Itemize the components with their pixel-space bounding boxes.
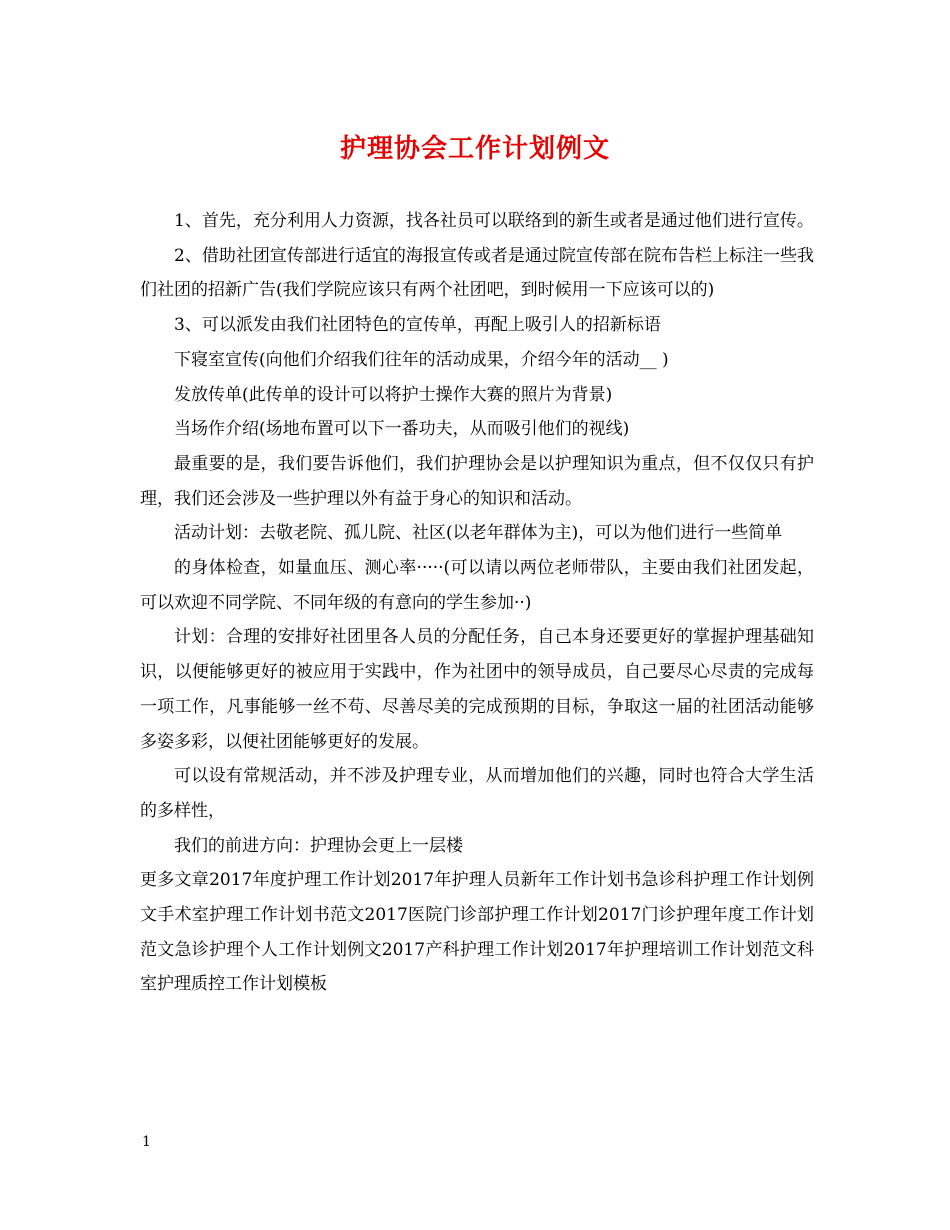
paragraph: 可以设有常规活动，并不涉及护理专业，从而增加他们的兴趣，同时也符合大学生活的多样性，	[140, 766, 814, 821]
paragraph: 我们的前进方向：护理协会更上一层楼	[174, 835, 463, 856]
paragraph: 的身体检查，如量血压、测心率·····(可以请以两位老师带队，主要由我们社团发起，可以欢迎不同学院、不同年级的有意向的学生参加··)	[140, 558, 814, 613]
paragraph: 计划：合理的安排好社团里各人员的分配任务，自己本身还要更好的掌握护理基础知识，以便能够更好的被应用于实践中，作为社团中的领导成员，自己要尽心尽责的完成每一项工作，凡事能够一丝不苟、尽善尽美的完成预期的目标，争取这一届的社团活动能够多姿多彩，以便社团能够更好的发展。	[140, 627, 814, 752]
paragraph: 发放传单(此传单的设计可以将护士操作大赛的照片为背景)	[174, 384, 613, 405]
document-body	[140, 204, 814, 1002]
paragraph: 3、可以派发由我们社团特色的宣传单，再配上吸引人的招新标语	[174, 315, 661, 336]
paragraph: 最重要的是，我们要告诉他们，我们护理协会是以护理知识为重点，但不仅仅只有护理，我们还会涉及一些护理以外有益于身心的知识和活动。	[140, 453, 814, 509]
related-articles: 更多文章2017年度护理工作计划2017年护理人员新年工作计划书急诊科护理工作计划例文手术室护理工作计划书范文2017医院门诊部护理工作计划2017门诊护理年度工作计划范文急诊护理个人工作计划例文2017产科护理工作计划2017年护理培训工作计划范文科室护理质控工作计划模板	[140, 870, 814, 995]
page-number: 1	[142, 1134, 151, 1150]
document-title: 护理协会工作计划例文	[339, 134, 610, 164]
paragraph: 下寝室宣传(向他们介绍我们往年的活动成果，介绍今年的活动__ )	[174, 349, 669, 370]
paragraph: 当场作介绍(场地布置可以下一番功夫，从而吸引他们的视线)	[174, 419, 630, 440]
paragraph: 1、首先，充分利用人力资源，找各社员可以联络到的新生或者是通过他们进行宣传。	[174, 211, 814, 231]
paragraph: 活动计划：去敬老院、孤儿院、社区(以老年群体为主)，可以为他们进行一些简单	[174, 523, 783, 544]
paragraph: 2、借助社团宣传部进行适宜的海报宣传或者是通过院宣传部在院布告栏上标注一些我们社团的招新广告(我们学院应该只有两个社团吧，到时候用一下应该可以的)	[140, 245, 814, 301]
